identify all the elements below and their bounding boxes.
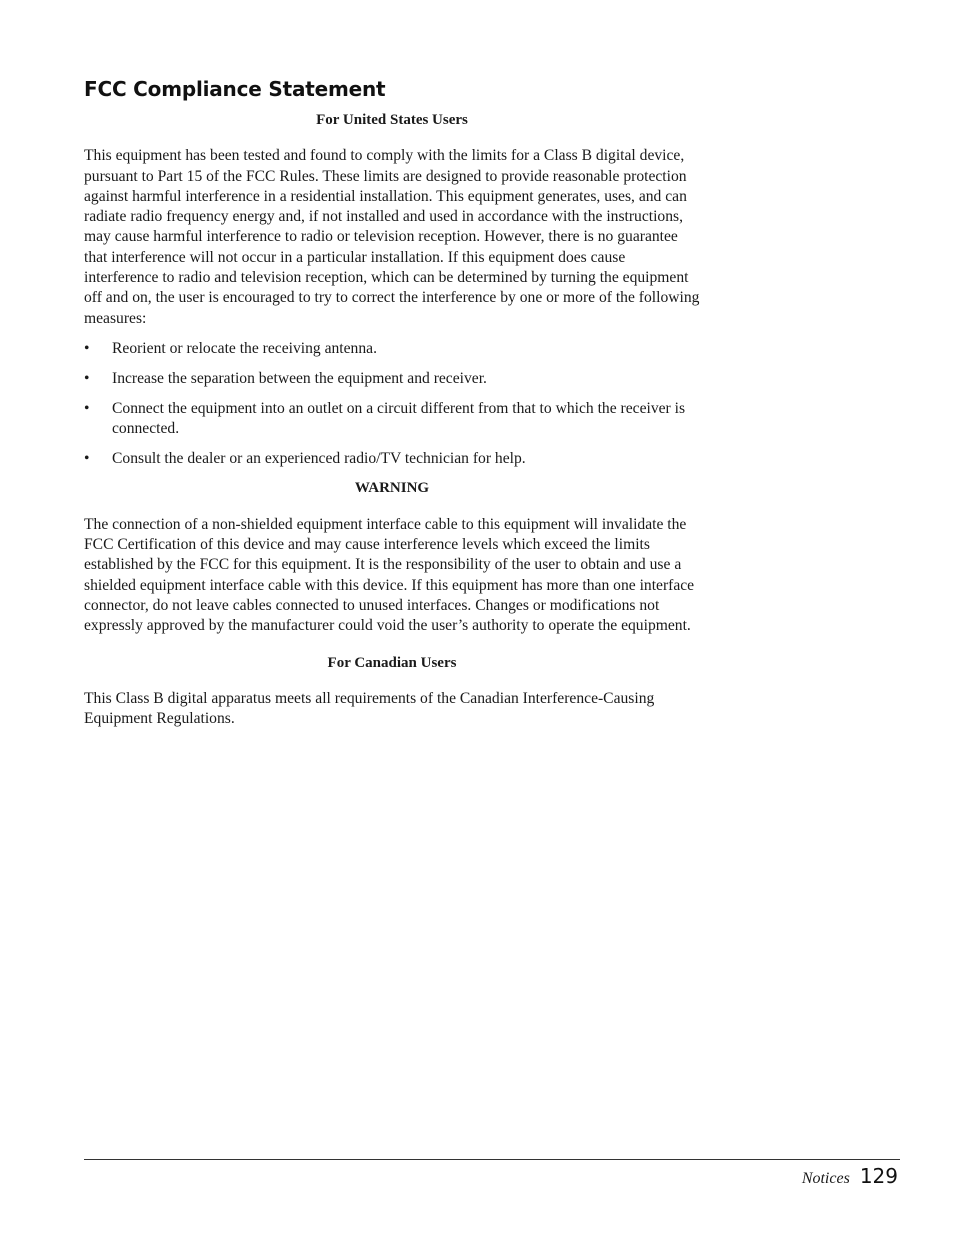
warning-heading: WARNING (354, 480, 430, 497)
measure-text: Connect the equipment into an outlet on a circuit different from that to which the receiver is connected. (112, 399, 686, 437)
bullet-icon: • (84, 399, 90, 417)
measure-text: Reorient or relocate the receiving antenna. (112, 339, 377, 357)
bullet-icon: • (84, 449, 90, 467)
canadian-compliance-paragraph: This Class B digital apparatus meets all requirements of the Canadian Interference-Causing Equipment Regulations. (84, 689, 655, 728)
footer-section-name: Notices (801, 1170, 850, 1187)
measure-text: Increase the separation between the equipment and receiver. (112, 369, 487, 387)
measure-text: Consult the dealer or an experienced radio/TV technician for help. (112, 449, 526, 467)
page-footer (802, 1164, 898, 1188)
list-item (84, 369, 700, 389)
bullet-icon: • (84, 339, 90, 357)
warning-paragraph: The connection of a non-shielded equipment interface cable to this equipment will invalidate the FCC Certification of this device and may cause interference levels which exceed the limits established by the FCC for this equipment. It is the responsibility of the user to obtain and use a shielded equipment interface cable with this device. If this equipment has more than one interface connector, do not leave cables connected to unused interfaces. Changes or modifications not expressly approved by the manufacturer could void the user’s authority to operate the equipment. (84, 515, 695, 635)
us-users-heading: For United States Users (316, 112, 468, 128)
interference-measures-list (84, 339, 700, 469)
page-title: FCC Compliance Statement (84, 77, 386, 101)
footer-divider (84, 1159, 900, 1160)
list-item (84, 449, 700, 469)
list-item (84, 339, 700, 359)
list-item (84, 399, 700, 440)
document-body (84, 110, 700, 729)
canadian-users-heading: For Canadian Users (327, 654, 457, 671)
bullet-icon: • (84, 369, 90, 387)
page-number: 129 (859, 1164, 898, 1188)
us-compliance-paragraph: This equipment has been tested and found to comply with the limits for a Class B digital device, pursuant to Part 15 of the FCC Rules. These limits are designed to provide reasonable protection against harmful interference in a residential installation. This equipment generates, uses, and can radiate radio frequency energy and, if not installed and used in accordance with the instructions, may cause harmful interference to radio or television reception. However, there is no guarantee that interference will not occur in a particular installation. If this equipment does cause interference to radio and television reception, which can be determined by turning the equipment off and on, the user is encouraged to try to correct the interference by one or more of the following measures: (84, 147, 700, 327)
